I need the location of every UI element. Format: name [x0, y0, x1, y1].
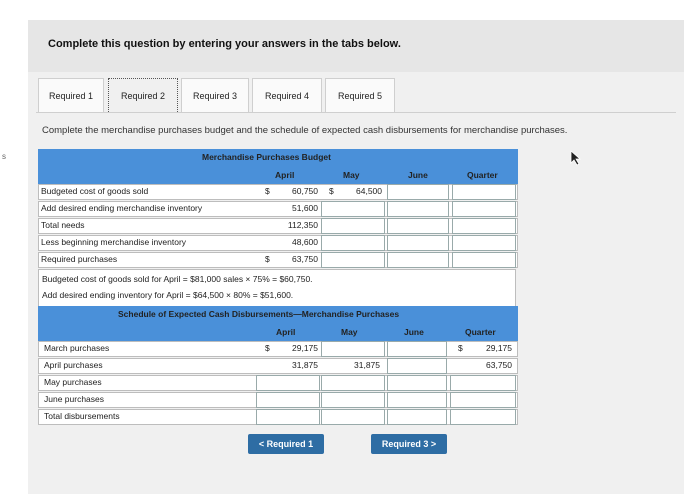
- input-may-beginning[interactable]: [321, 235, 385, 251]
- input-quarter-inventory[interactable]: [452, 201, 516, 217]
- row-label: May purchases: [44, 377, 102, 387]
- value-cell: 60,750: [292, 186, 318, 196]
- row-label: June purchases: [44, 394, 105, 404]
- value-cell: 112,350: [287, 220, 318, 230]
- note-inventory: Add desired ending inventory for April = $64,500 × 80% = $51,600.: [42, 290, 294, 300]
- input-quarter-cogs[interactable]: [452, 184, 516, 200]
- instruction-text: Complete this question by entering your answers in the tabs below.: [48, 38, 401, 50]
- prev-required-button[interactable]: < Required 1: [248, 434, 324, 454]
- note-cogs: Budgeted cost of goods sold for April = $81,000 sales × 75% = $60,750.: [42, 274, 313, 284]
- input-may-inventory[interactable]: [321, 201, 385, 217]
- input-may-may-purchases[interactable]: [321, 375, 385, 391]
- tab-label: Required 2: [120, 90, 166, 101]
- input-june-march-purchases[interactable]: [387, 341, 447, 357]
- input-april-june-purchases[interactable]: [256, 392, 320, 408]
- input-may-total[interactable]: [321, 409, 385, 425]
- col-quarter: Quarter: [465, 327, 496, 337]
- input-june-april-purchases[interactable]: [387, 358, 447, 374]
- budget-title: Merchandise Purchases Budget: [202, 152, 331, 162]
- input-quarter-beginning[interactable]: [452, 235, 516, 251]
- value-cell: 31,875: [292, 360, 318, 370]
- dollar-sign: $: [265, 186, 270, 196]
- question-prompt: Complete the merchandise purchases budget and the schedule of expected cash disbursements for merchandise purchases.: [42, 125, 568, 136]
- value-cell: 64,500: [356, 186, 382, 196]
- value-cell: 63,750: [292, 254, 318, 264]
- input-june-cogs[interactable]: [387, 184, 449, 200]
- input-june-total[interactable]: [387, 218, 449, 234]
- value-cell: 63,750: [486, 360, 512, 370]
- dollar-sign: $: [458, 343, 463, 353]
- col-may: May: [343, 170, 360, 180]
- col-april: April: [275, 170, 295, 180]
- next-required-button[interactable]: Required 3 >: [371, 434, 447, 454]
- mouse-cursor-icon: [570, 150, 582, 166]
- row-label: Required purchases: [41, 254, 118, 264]
- input-may-march-purchases[interactable]: [321, 341, 385, 357]
- tab-label: Required 1: [48, 90, 94, 101]
- margin-mark: s: [2, 152, 6, 161]
- col-quarter: Quarter: [467, 170, 498, 180]
- value-cell: 31,875: [354, 360, 380, 370]
- input-quarter-total[interactable]: [452, 218, 516, 234]
- value-cell: 48,600: [292, 237, 318, 247]
- input-may-june-purchases[interactable]: [321, 392, 385, 408]
- dollar-sign: $: [265, 254, 270, 264]
- tab-divider: [36, 112, 676, 113]
- input-quarter-june-purchases[interactable]: [450, 392, 516, 408]
- row-label: April purchases: [44, 360, 103, 370]
- input-may-required[interactable]: [321, 252, 385, 268]
- input-june-required[interactable]: [387, 252, 449, 268]
- tab-required-4[interactable]: [252, 78, 322, 112]
- col-june: June: [404, 327, 424, 337]
- input-june-total[interactable]: [387, 409, 447, 425]
- schedule-title: Schedule of Expected Cash Disbursements—Merchandise Purchases: [118, 309, 400, 319]
- row-label: Total disbursements: [44, 411, 120, 421]
- col-april: April: [276, 327, 296, 337]
- tab-label: Required 3: [192, 90, 238, 101]
- tab-required-5[interactable]: [325, 78, 395, 112]
- input-april-may-purchases[interactable]: [256, 375, 320, 391]
- tab-required-1[interactable]: [38, 78, 104, 112]
- input-quarter-total[interactable]: [450, 409, 516, 425]
- dollar-sign: $: [265, 343, 270, 353]
- dollar-sign: $: [329, 186, 334, 196]
- value-cell: 51,600: [292, 203, 318, 213]
- value-cell: 29,175: [292, 343, 318, 353]
- input-may-total[interactable]: [321, 218, 385, 234]
- tab-label: Required 5: [337, 90, 383, 101]
- row-label: Add desired ending merchandise inventory: [41, 203, 203, 213]
- col-june: June: [408, 170, 428, 180]
- value-cell: 29,175: [486, 343, 512, 353]
- row-label: Total needs: [41, 220, 85, 230]
- input-june-beginning[interactable]: [387, 235, 449, 251]
- row-label: March purchases: [44, 343, 110, 353]
- input-june-may-purchases[interactable]: [387, 375, 447, 391]
- col-may: May: [341, 327, 358, 337]
- tab-label: Required 4: [264, 90, 310, 101]
- row-label: Less beginning merchandise inventory: [41, 237, 187, 247]
- tab-required-3[interactable]: [181, 78, 249, 112]
- input-quarter-may-purchases[interactable]: [450, 375, 516, 391]
- input-june-inventory[interactable]: [387, 201, 449, 217]
- input-april-total[interactable]: [256, 409, 320, 425]
- input-june-june-purchases[interactable]: [387, 392, 447, 408]
- tab-required-2[interactable]: [108, 78, 178, 112]
- input-quarter-required[interactable]: [452, 252, 516, 268]
- row-label: Budgeted cost of goods sold: [41, 186, 149, 196]
